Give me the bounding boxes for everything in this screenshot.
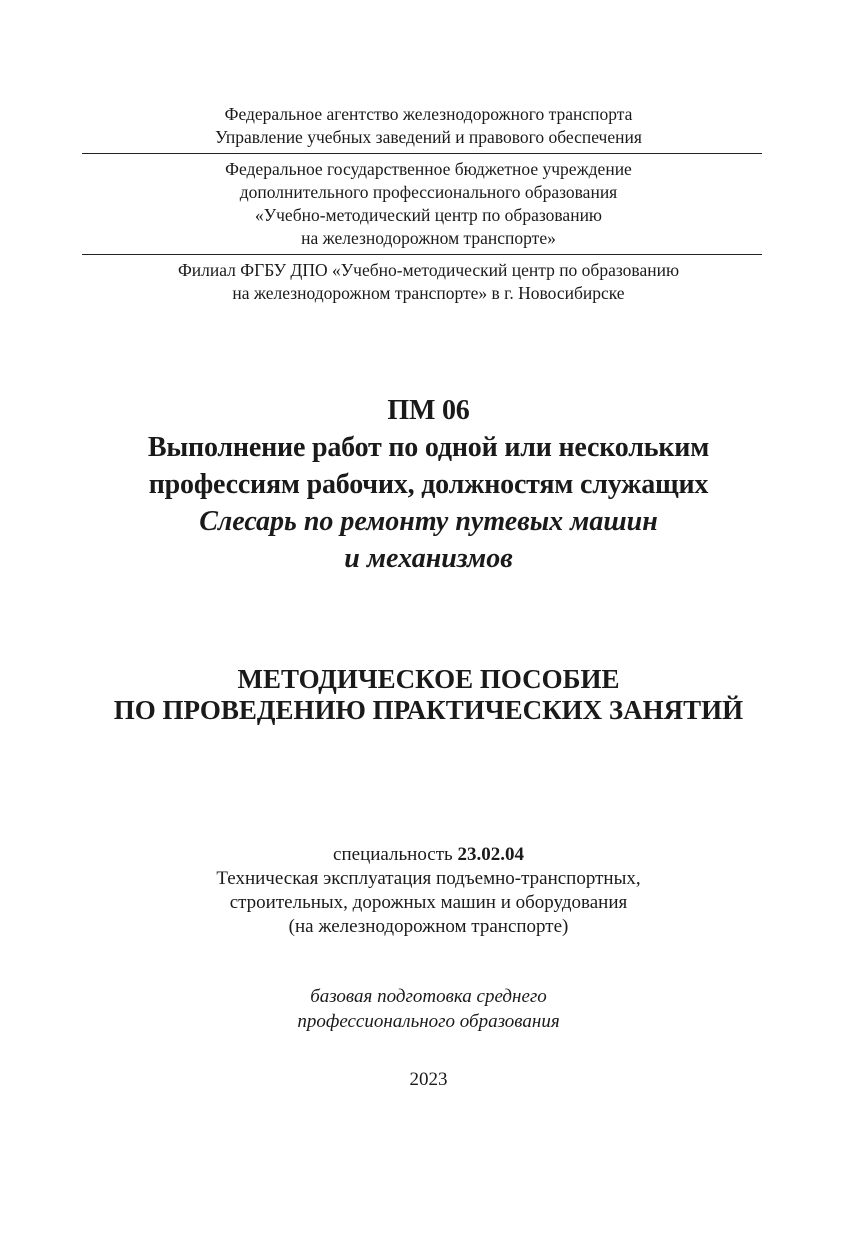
ministry-line: Федеральное агентство железнодорожного транспорта [224, 104, 633, 124]
header-divider-bottom [82, 254, 762, 255]
module-code: ПМ 06 [387, 395, 470, 426]
module-name-line: Выполнение работ по одной или нескольким [147, 432, 710, 463]
education-level-line: профессионального образования [297, 1011, 560, 1032]
module-name-line: профессиям рабочих, должностям служащих [148, 469, 709, 500]
document-type-line: МЕТОДИЧЕСКОЕ ПОСОБИЕ [237, 664, 620, 694]
specialty-code: 23.02.04 [457, 844, 524, 865]
education-level [0, 984, 857, 1034]
institution-line: «Учебно-методический центр по образованию [254, 205, 603, 225]
specialty-code-line [0, 843, 857, 867]
publication-year: 2023 [409, 1069, 448, 1090]
branch-line: на железнодорожном транспорте» в г. Новосибирске [232, 283, 625, 303]
branch-line: Филиал ФГБУ ДПО «Учебно-методический центр по образованию [177, 260, 680, 280]
specialty-name-line: строительных, дорожных машин и оборудования [229, 892, 628, 913]
institution-header [0, 158, 857, 250]
module-title [0, 392, 857, 577]
document-type-line: ПО ПРОВЕДЕНИЮ ПРАКТИЧЕСКИХ ЗАНЯТИЙ [113, 695, 744, 725]
department-line: Управление учебных заведений и правового обеспечения [215, 127, 642, 147]
education-level-line: базовая подготовка среднего [310, 986, 547, 1007]
institution-line: на железнодорожном транспорте» [301, 228, 556, 248]
specialty-name-line: (на железнодорожном транспорте) [288, 916, 569, 937]
institution-line: Федеральное государственное бюджетное учреждение [225, 159, 632, 179]
profession-line: Слесарь по ремонту путевых машин [199, 506, 658, 537]
institution-line: дополнительного профессионального образования [239, 182, 618, 202]
specialty-label: специальность [333, 844, 458, 865]
branch-header [0, 259, 857, 305]
ministry-header [0, 103, 857, 149]
profession-line: и механизмов [344, 543, 513, 574]
specialty-name-line: Техническая эксплуатация подъемно-транспортных, [216, 868, 641, 889]
document-type [0, 664, 857, 726]
specialty-block [0, 843, 857, 939]
header-divider-top [82, 153, 762, 154]
